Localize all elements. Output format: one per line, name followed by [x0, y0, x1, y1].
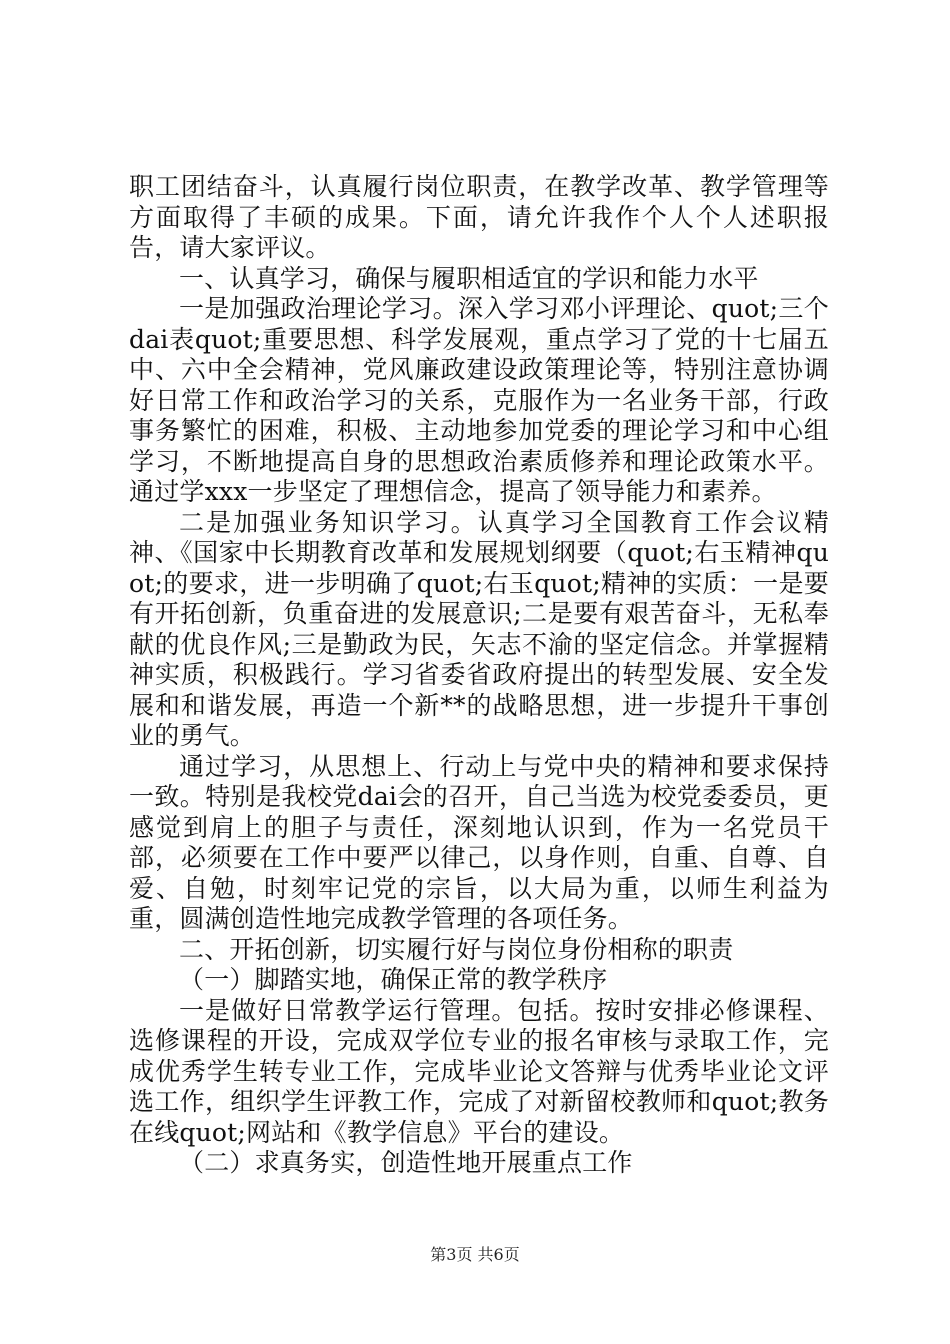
- subsection-heading-2: （二）求真务实，创造性地开展重点工作: [179, 1148, 633, 1177]
- page-indicator: 第3页 共6页: [430, 1245, 520, 1264]
- section-heading-1: 一、认真学习，确保与履职相适宜的学识和能力水平: [179, 263, 759, 293]
- paragraph-intro: 职工团结奋斗，认真履行岗位职责，在教学改革、教学管理等方面取得了丰硕的成果。下面，请允许我作个人个人述职报告，请大家评议。: [129, 172, 829, 262]
- paragraph-business-study: 二是加强业务知识学习。认真学习全国教育工作会议精神、《国家中长期教育改革和发展规划纲要（quot;右玉精神quot;的要求，进一步明确了quot;右玉quot;精神的实质：一是要有开拓创新，负重奋进的发展意识;二是要有艰苦奋斗，无私奉献的优良作风;三是勤政为民，矢志不渝的坚定信念。并掌握精神实质，积极践行。学习省委省政府提出的转型发展、安全发展和和谐发展，再造一个新**的战略思想，进一步提升干事创业的勇气。: [129, 507, 829, 750]
- section-heading-2: 二、开拓创新，切实履行好与岗位身份相称的职责: [179, 934, 734, 964]
- page-footer: [0, 1242, 950, 1265]
- paragraph-through-study: 通过学习，从思想上、行动上与党中央的精神和要求保持一致。特别是我校党dai会的召开，自己当选为校党委委员，更感觉到肩上的胆子与责任，深刻地认识到，作为一名党员干部，必须要在工作中要严以律己，以身作则，自重、自尊、自爱、自勉，时刻牢记党的宗旨，以大局为重，以师生利益为重，圆满创造性地完成教学管理的各项任务。: [129, 751, 829, 933]
- paragraph-political-study: 一是加强政治理论学习。深入学习邓小评理论、quot;三个dai表quot;重要思想、科学发展观，重点学习了党的十七届五中、六中全会精神，党风廉政建设政策理论等，特别注意协调好日常工作和政治学习的关系，克服作为一名业务干部，行政事务繁忙的困难，积极、主动地参加党委的理论学习和中心组学习，不断地提高自身的思想政治素质修养和理论政策水平。通过学xxx一步坚定了理想信念，提高了领导能力和素养。: [129, 294, 829, 506]
- paragraph-daily-management: 一是做好日常教学运行管理。包括。按时安排必修课程、选修课程的开设，完成双学位专业的报名审核与录取工作，完成优秀学生转专业工作，完成毕业论文答辩与优秀毕业论文评选工作，组织学生评教工作，完成了对新留校教师和quot;教务在线quot;网站和《教学信息》平台的建设。: [129, 995, 829, 1147]
- subsection-heading-1: （一）脚踏实地，确保正常的教学秩序: [179, 965, 608, 994]
- document-body: [129, 172, 829, 1179]
